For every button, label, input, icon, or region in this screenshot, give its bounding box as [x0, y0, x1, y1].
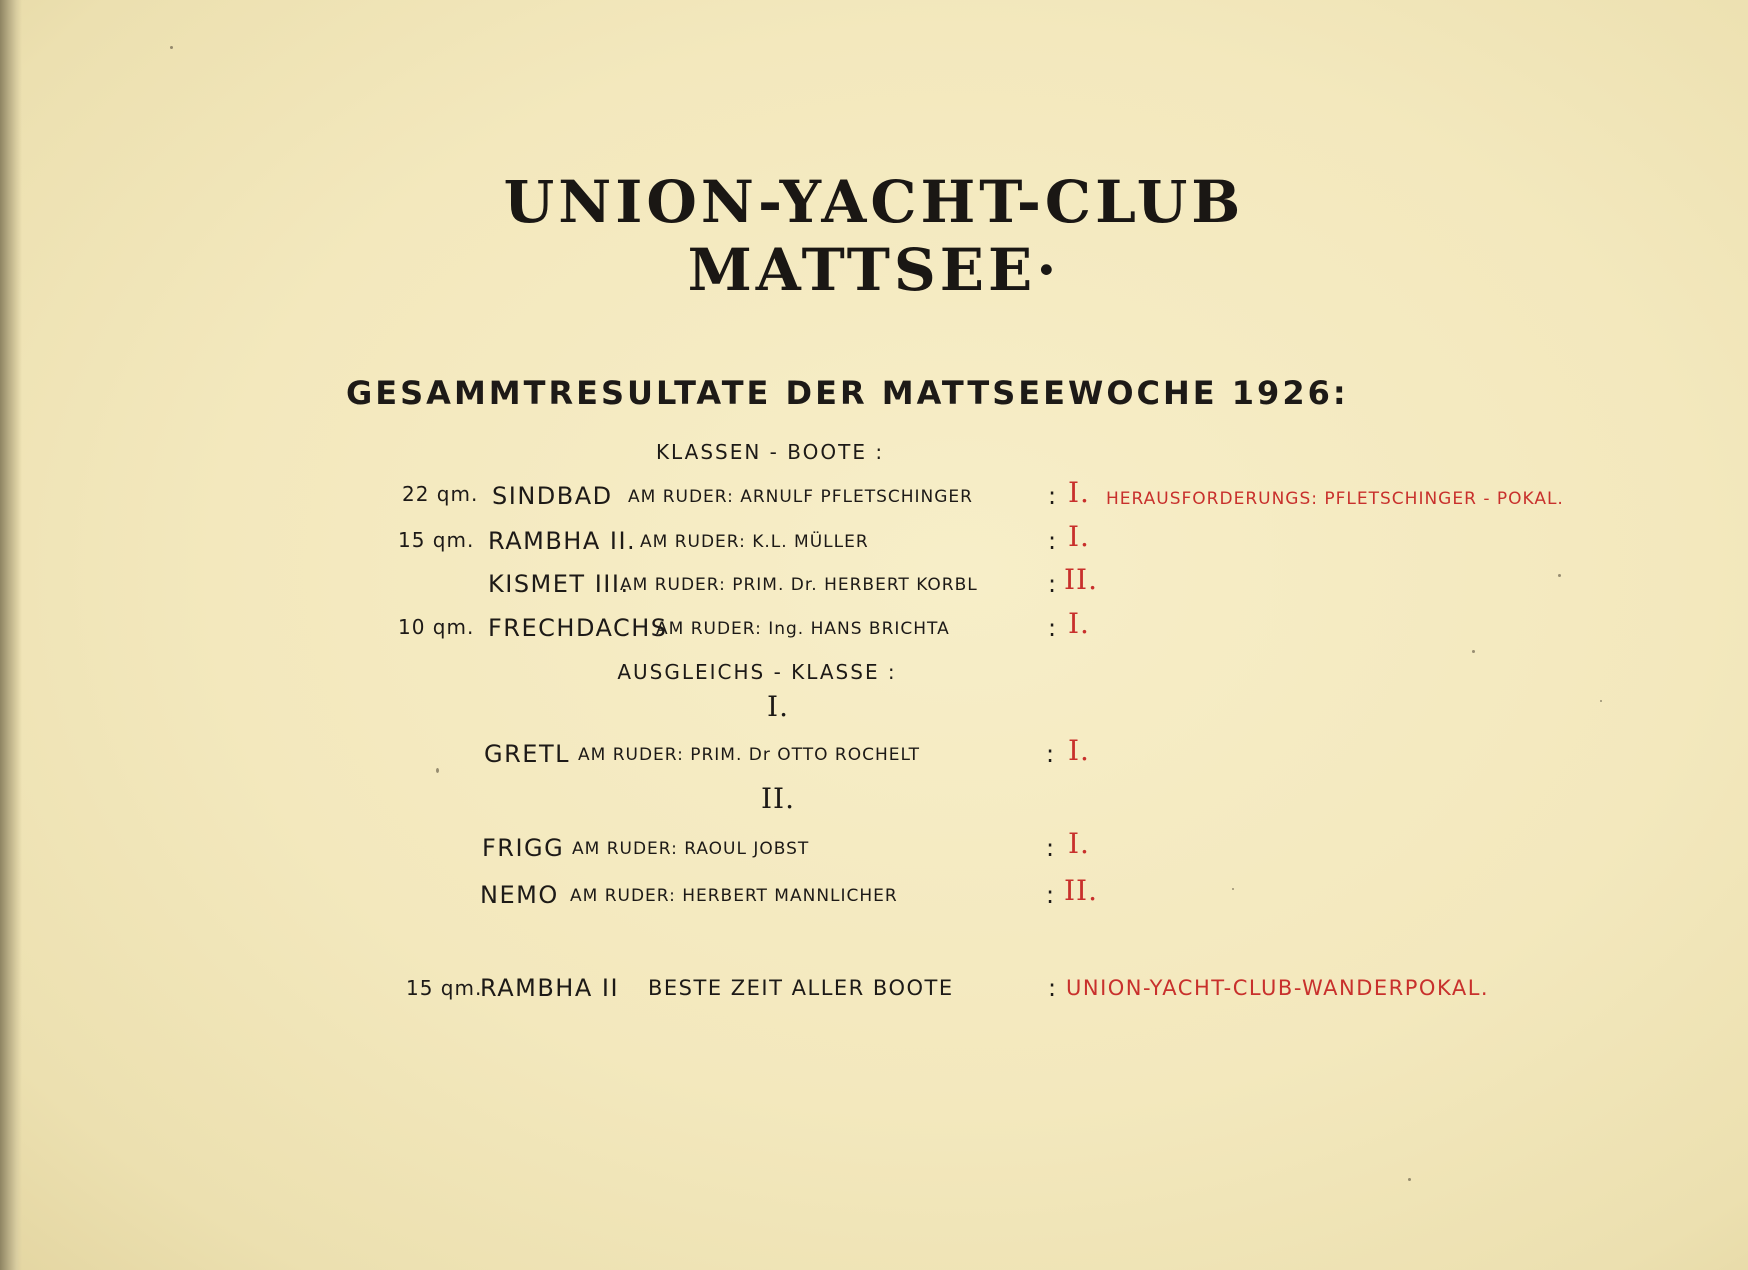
result-colon: : [1048, 974, 1058, 1002]
boat-name: GRETL [484, 740, 570, 768]
trophy: HERAUSFORDERUNGS: PFLETSCHINGER - POKAL. [1106, 489, 1564, 509]
paper-speck [1408, 1178, 1411, 1181]
placing: II. [1064, 874, 1099, 907]
helmsman: AM RUDER: K.L. MÜLLER [640, 532, 869, 552]
placing: I. [1068, 476, 1090, 509]
boat-class-size: 15 qm. [398, 528, 475, 552]
boat-class-size: 10 qm. [398, 615, 475, 639]
paper-speck [1232, 888, 1234, 890]
handicap-group-numeral: I. [767, 690, 789, 723]
helmsman: AM RUDER: HERBERT MANNLICHER [570, 886, 898, 906]
handicap-group-numeral: II. [760, 782, 796, 815]
paper-speck [170, 46, 173, 49]
paper-speck [1472, 650, 1475, 653]
boat-name: RAMBHA II. [488, 527, 637, 555]
result-colon: : [1046, 881, 1056, 909]
boat-name: NEMO [480, 881, 559, 909]
placing: II. [1064, 563, 1099, 596]
placing: I. [1068, 734, 1090, 767]
helmsman: AM RUDER: ARNULF PFLETSCHINGER [628, 487, 973, 507]
boat-name: FRIGG [482, 834, 565, 862]
result-colon: : [1048, 527, 1058, 555]
boat-class-size: 22 qm. [402, 482, 479, 506]
helmsman: AM RUDER: RAOUL JOBST [572, 839, 810, 859]
classes-heading: KLASSEN - BOOTE : [655, 440, 885, 464]
placing: I. [1068, 827, 1090, 860]
boat-name: RAMBHA II [480, 974, 620, 1002]
result-colon: : [1048, 570, 1058, 598]
result-colon: : [1048, 482, 1058, 510]
boat-class-size: 15 qm. [406, 976, 483, 1000]
placing: I. [1068, 607, 1090, 640]
result-colon: : [1048, 614, 1058, 642]
boat-name: KISMET III. [488, 570, 630, 598]
helmsman: AM RUDER: PRIM. Dr. HERBERT KORBL [620, 575, 978, 595]
paper-speck [436, 768, 439, 773]
helmsman: AM RUDER: Ing. HANS BRICHTA [656, 619, 950, 639]
club-title-line1: UNION-YACHT-CLUB [503, 168, 1245, 236]
placing: I. [1068, 520, 1090, 553]
result-colon: : [1046, 740, 1056, 768]
handicap-class-heading: AUSGLEICHS - KLASSE : [617, 660, 897, 684]
paper-speck [1600, 700, 1602, 702]
helmsman: AM RUDER: PRIM. Dr OTTO ROCHELT [578, 745, 920, 765]
paper-speck [1558, 574, 1561, 577]
results-subtitle: GESAMMTRESULTATE DER MATTSEEWOCHE 1926: [346, 374, 1349, 412]
boat-name: SINDBAD [492, 482, 613, 510]
boat-name: FRECHDACHS [488, 614, 668, 642]
result-colon: : [1046, 834, 1056, 862]
club-title-line2: MATTSEE· [687, 236, 1061, 304]
best-time-label: BESTE ZEIT ALLER BOOTE [648, 976, 954, 1000]
trophy: UNION-YACHT-CLUB-WANDERPOKAL. [1066, 976, 1490, 1000]
